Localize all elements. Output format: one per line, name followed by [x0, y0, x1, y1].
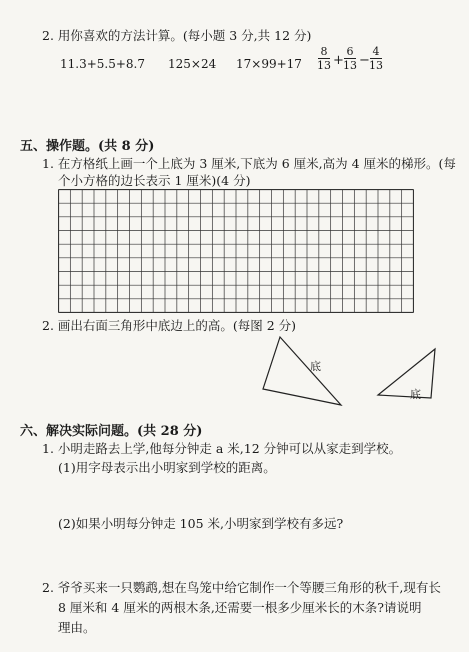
square-grid-paper[interactable]: [58, 189, 414, 313]
section-6-q1-sub2: (2)如果小明每分钟走 105 米,小明家到学校有多远?: [58, 516, 344, 531]
expression-3: 17×99+17: [236, 57, 302, 71]
fraction-1: [317, 46, 331, 71]
fraction-3-denominator: 13: [369, 59, 383, 72]
section-5-q1-line2: 个小方格的边长表示 1 厘米)(4 分): [58, 173, 251, 188]
minus-operator: −: [359, 53, 370, 68]
calc-question-title: 2. 用你喜欢的方法计算。(每小题 3 分,共 12 分): [42, 28, 312, 43]
section-5-q1-line1: 1. 在方格纸上画一个上底为 3 厘米,下底为 6 厘米,高为 4 厘米的梯形。(每: [42, 156, 456, 171]
fraction-2-denominator: 13: [343, 59, 357, 72]
fraction-3-numerator: 4: [372, 45, 380, 58]
triangle-1: [263, 337, 341, 405]
plus-operator: +: [333, 53, 344, 68]
fraction-2-numerator: 6: [346, 45, 354, 58]
fraction-3: [369, 46, 383, 71]
section-6-q2-line2: 8 厘米和 4 厘米的两根木条,还需要一根多少厘米长的木条?请说明: [58, 600, 422, 615]
fraction-2: [343, 46, 357, 71]
section-6-q1-sub1: (1)用字母表示出小明家到学校的距离。: [58, 460, 276, 475]
section-6-q1: 1. 小明走路去上学,他每分钟走 a 米,12 分钟可以从家走到学校。: [42, 441, 402, 456]
section-6-q2-line3: 理由。: [58, 620, 96, 635]
triangle-1-base-label: 底: [310, 360, 321, 373]
expression-2: 125×24: [168, 57, 217, 71]
section-5-heading: 五、操作题。(共 8 分): [20, 139, 155, 154]
triangle-2: [378, 349, 435, 398]
section-6-heading: 六、解决实际问题。(共 28 分): [20, 424, 203, 439]
expression-1: 11.3+5.5+8.7: [60, 57, 145, 71]
triangle-2-base-label: 底: [410, 388, 421, 401]
fraction-1-denominator: 13: [317, 59, 331, 72]
section-6-q2-line1: 2. 爷爷买来一只鹦鹉,想在鸟笼中给它制作一个等腰三角形的秋千,现有长: [42, 580, 441, 595]
section-5-q2: 2. 画出右面三角形中底边上的高。(每图 2 分): [42, 318, 297, 333]
fraction-1-numerator: 8: [320, 45, 328, 58]
